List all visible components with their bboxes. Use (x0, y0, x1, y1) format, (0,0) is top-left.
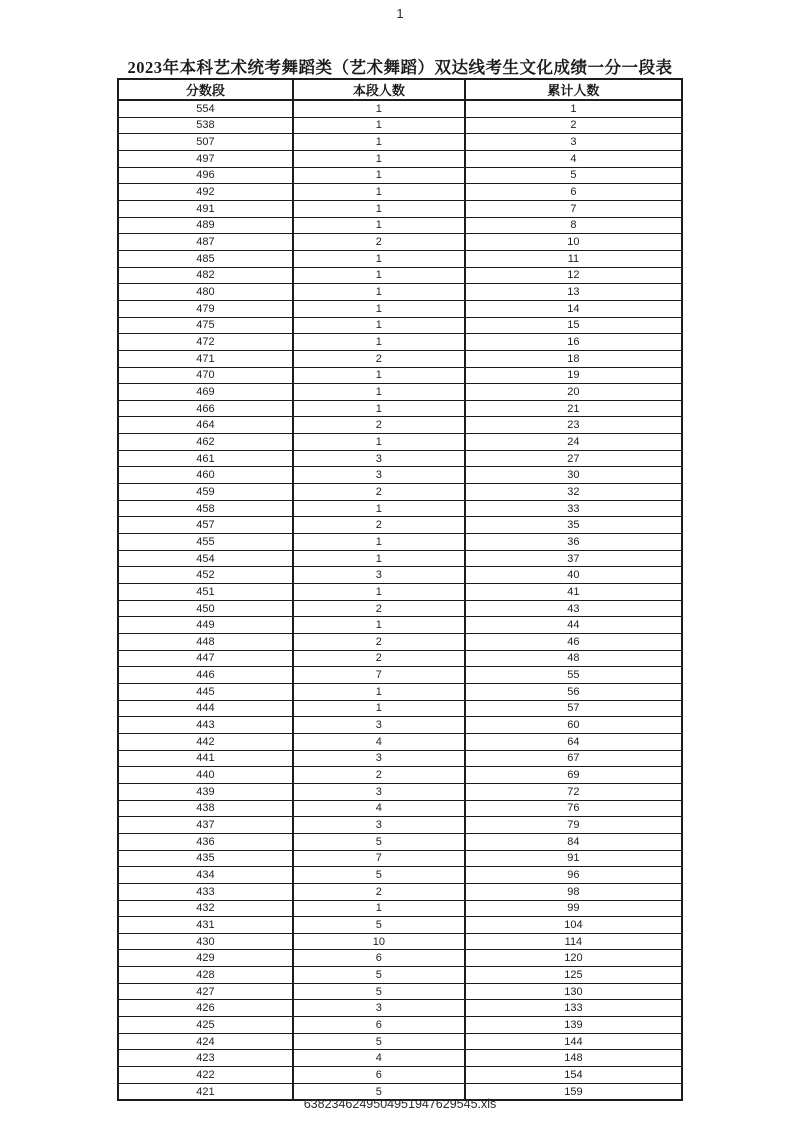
table-cell: 55 (465, 667, 682, 684)
score-table-body (118, 100, 682, 1100)
table-cell: 2 (293, 350, 465, 367)
table-cell: 120 (465, 950, 682, 967)
table-cell: 84 (465, 833, 682, 850)
table-cell: 1 (293, 100, 465, 117)
table-cell: 13 (465, 284, 682, 301)
table-cell: 421 (118, 1083, 293, 1100)
table-cell: 492 (118, 184, 293, 201)
table-cell: 435 (118, 850, 293, 867)
table-cell: 1 (293, 250, 465, 267)
table-cell: 2 (293, 883, 465, 900)
table-cell: 20 (465, 384, 682, 401)
table-cell: 19 (465, 367, 682, 384)
table-cell: 5 (293, 983, 465, 1000)
table-row (118, 100, 682, 117)
table-cell: 471 (118, 350, 293, 367)
table-row (118, 983, 682, 1000)
table-cell: 449 (118, 617, 293, 634)
table-cell: 8 (465, 217, 682, 234)
table-cell: 3 (293, 450, 465, 467)
table-row (118, 234, 682, 251)
table-cell: 424 (118, 1033, 293, 1050)
table-cell: 450 (118, 600, 293, 617)
table-row (118, 334, 682, 351)
table-row (118, 300, 682, 317)
table-cell: 443 (118, 717, 293, 734)
table-cell: 2 (293, 517, 465, 534)
table-row (118, 750, 682, 767)
table-cell: 461 (118, 450, 293, 467)
table-row (118, 184, 682, 201)
table-cell: 538 (118, 117, 293, 134)
table-cell: 67 (465, 750, 682, 767)
table-row (118, 200, 682, 217)
table-cell: 35 (465, 517, 682, 534)
table-row (118, 567, 682, 584)
table-cell: 1 (293, 284, 465, 301)
table-cell: 5 (465, 167, 682, 184)
table-cell: 1 (293, 617, 465, 634)
table-cell: 466 (118, 400, 293, 417)
table-cell: 444 (118, 700, 293, 717)
table-cell: 56 (465, 683, 682, 700)
table-cell: 24 (465, 434, 682, 451)
table-row (118, 550, 682, 567)
table-cell: 1 (465, 100, 682, 117)
table-row (118, 767, 682, 784)
table-cell: 554 (118, 100, 293, 117)
header-segment-count: 本段人数 (293, 79, 465, 100)
table-cell: 458 (118, 500, 293, 517)
table-row (118, 650, 682, 667)
table-row (118, 384, 682, 401)
table-cell: 462 (118, 434, 293, 451)
table-cell: 7 (293, 850, 465, 867)
table-cell: 1 (293, 150, 465, 167)
table-cell: 479 (118, 300, 293, 317)
table-cell: 455 (118, 534, 293, 551)
table-row (118, 467, 682, 484)
table-cell: 99 (465, 900, 682, 917)
table-cell: 40 (465, 567, 682, 584)
table-cell: 3 (293, 783, 465, 800)
table-cell: 3 (465, 134, 682, 151)
table-cell: 1 (293, 367, 465, 384)
table-cell: 459 (118, 484, 293, 501)
table-cell: 491 (118, 200, 293, 217)
table-cell: 1 (293, 434, 465, 451)
table-row (118, 900, 682, 917)
table-row (118, 634, 682, 651)
table-row (118, 667, 682, 684)
table-row (118, 1017, 682, 1034)
table-cell: 96 (465, 867, 682, 884)
table-cell: 98 (465, 883, 682, 900)
table-row (118, 367, 682, 384)
table-cell: 1 (293, 200, 465, 217)
table-row (118, 717, 682, 734)
table-cell: 439 (118, 783, 293, 800)
table-cell: 10 (293, 933, 465, 950)
table-cell: 5 (293, 833, 465, 850)
table-cell: 436 (118, 833, 293, 850)
table-row (118, 817, 682, 834)
table-row (118, 400, 682, 417)
table-row (118, 967, 682, 984)
table-row (118, 584, 682, 601)
table-cell: 114 (465, 933, 682, 950)
table-cell: 1 (293, 534, 465, 551)
table-row (118, 500, 682, 517)
table-cell: 429 (118, 950, 293, 967)
table-cell: 5 (293, 1083, 465, 1100)
table-row (118, 700, 682, 717)
table-cell: 5 (293, 1033, 465, 1050)
table-cell: 446 (118, 667, 293, 684)
table-cell: 448 (118, 634, 293, 651)
page-number: 1 (396, 6, 404, 21)
table-cell: 433 (118, 883, 293, 900)
table-cell: 1 (293, 550, 465, 567)
table-cell: 1 (293, 184, 465, 201)
table-cell: 130 (465, 983, 682, 1000)
table-cell: 440 (118, 767, 293, 784)
score-distribution-table (117, 78, 683, 1101)
table-cell: 7 (293, 667, 465, 684)
table-cell: 431 (118, 917, 293, 934)
table-cell: 57 (465, 700, 682, 717)
table-cell: 3 (293, 717, 465, 734)
table-cell: 423 (118, 1050, 293, 1067)
table-cell: 10 (465, 234, 682, 251)
table-cell: 454 (118, 550, 293, 567)
table-cell: 14 (465, 300, 682, 317)
table-cell: 438 (118, 800, 293, 817)
table-row (118, 617, 682, 634)
table-cell: 445 (118, 683, 293, 700)
table-cell: 3 (293, 817, 465, 834)
table-cell: 457 (118, 517, 293, 534)
table-row (118, 484, 682, 501)
table-cell: 7 (465, 200, 682, 217)
table-row (118, 833, 682, 850)
table-cell: 442 (118, 733, 293, 750)
table-row (118, 417, 682, 434)
table-cell: 426 (118, 1000, 293, 1017)
table-cell: 427 (118, 983, 293, 1000)
table-row (118, 284, 682, 301)
table-row (118, 850, 682, 867)
table-row (118, 1067, 682, 1084)
table-cell: 1 (293, 217, 465, 234)
table-cell: 6 (293, 950, 465, 967)
table-cell: 2 (293, 484, 465, 501)
table-cell: 133 (465, 1000, 682, 1017)
table-row (118, 350, 682, 367)
table-cell: 144 (465, 1033, 682, 1050)
table-cell: 72 (465, 783, 682, 800)
table-cell: 1 (293, 334, 465, 351)
table-cell: 475 (118, 317, 293, 334)
table-row (118, 883, 682, 900)
table-cell: 1 (293, 400, 465, 417)
table-cell: 27 (465, 450, 682, 467)
table-cell: 43 (465, 600, 682, 617)
table-row (118, 534, 682, 551)
table-cell: 441 (118, 750, 293, 767)
table-row (118, 867, 682, 884)
table-cell: 1 (293, 117, 465, 134)
table-cell: 497 (118, 150, 293, 167)
table-cell: 139 (465, 1017, 682, 1034)
table-row (118, 167, 682, 184)
table-row (118, 434, 682, 451)
table-cell: 487 (118, 234, 293, 251)
table-cell: 69 (465, 767, 682, 784)
table-cell: 46 (465, 634, 682, 651)
table-row (118, 250, 682, 267)
table-cell: 1 (293, 317, 465, 334)
table-cell: 472 (118, 334, 293, 351)
header-cumulative-count: 累计人数 (465, 79, 682, 100)
table-row (118, 933, 682, 950)
table-cell: 148 (465, 1050, 682, 1067)
table-cell: 6 (465, 184, 682, 201)
table-title: 2023年本科艺术统考舞蹈类（艺术舞蹈）双达线考生文化成绩一分一段表 (127, 58, 673, 77)
table-row (118, 317, 682, 334)
header-score-segment: 分数段 (118, 79, 293, 100)
table-cell: 1 (293, 384, 465, 401)
table-cell: 154 (465, 1067, 682, 1084)
table-cell: 15 (465, 317, 682, 334)
table-cell: 6 (293, 1067, 465, 1084)
table-row (118, 950, 682, 967)
table-row (118, 217, 682, 234)
table-cell: 2 (293, 234, 465, 251)
footer-filename: 6382346249504951947629545.xls (303, 1097, 497, 1111)
table-cell: 428 (118, 967, 293, 984)
table-cell: 2 (293, 600, 465, 617)
table-cell: 434 (118, 867, 293, 884)
table-cell: 4 (293, 733, 465, 750)
table-cell: 3 (293, 750, 465, 767)
table-cell: 32 (465, 484, 682, 501)
table-cell: 3 (293, 1000, 465, 1017)
table-cell: 1 (293, 683, 465, 700)
table-cell: 451 (118, 584, 293, 601)
table-cell: 159 (465, 1083, 682, 1100)
table-cell: 507 (118, 134, 293, 151)
table-cell: 48 (465, 650, 682, 667)
table-cell: 1 (293, 900, 465, 917)
table-cell: 4 (293, 1050, 465, 1067)
table-cell: 30 (465, 467, 682, 484)
table-cell: 485 (118, 250, 293, 267)
table-cell: 16 (465, 334, 682, 351)
table-cell: 11 (465, 250, 682, 267)
table-cell: 125 (465, 967, 682, 984)
table-cell: 12 (465, 267, 682, 284)
table-cell: 2 (293, 767, 465, 784)
table-cell: 482 (118, 267, 293, 284)
table-cell: 5 (293, 967, 465, 984)
table-cell: 470 (118, 367, 293, 384)
table-row (118, 783, 682, 800)
table-cell: 422 (118, 1067, 293, 1084)
table-cell: 1 (293, 167, 465, 184)
table-cell: 36 (465, 534, 682, 551)
table-cell: 23 (465, 417, 682, 434)
table-cell: 91 (465, 850, 682, 867)
table-row (118, 600, 682, 617)
table-cell: 469 (118, 384, 293, 401)
table-row (118, 1000, 682, 1017)
table-cell: 2 (293, 417, 465, 434)
table-row (118, 733, 682, 750)
table-cell: 447 (118, 650, 293, 667)
table-row (118, 1050, 682, 1067)
table-cell: 104 (465, 917, 682, 934)
table-cell: 21 (465, 400, 682, 417)
table-cell: 460 (118, 467, 293, 484)
table-cell: 464 (118, 417, 293, 434)
table-cell: 452 (118, 567, 293, 584)
table-cell: 3 (293, 567, 465, 584)
table-cell: 1 (293, 700, 465, 717)
table-cell: 1 (293, 134, 465, 151)
table-cell: 3 (293, 467, 465, 484)
table-row (118, 1033, 682, 1050)
table-row (118, 683, 682, 700)
table-cell: 496 (118, 167, 293, 184)
table-cell: 2 (293, 634, 465, 651)
table-cell: 489 (118, 217, 293, 234)
table-cell: 5 (293, 917, 465, 934)
table-row (118, 800, 682, 817)
table-cell: 18 (465, 350, 682, 367)
table-cell: 60 (465, 717, 682, 734)
table-cell: 64 (465, 733, 682, 750)
table-row (118, 517, 682, 534)
table-cell: 44 (465, 617, 682, 634)
table-row (118, 450, 682, 467)
table-cell: 437 (118, 817, 293, 834)
table-cell: 4 (465, 150, 682, 167)
table-cell: 2 (293, 650, 465, 667)
table-cell: 4 (293, 800, 465, 817)
table-cell: 1 (293, 267, 465, 284)
table-row (118, 150, 682, 167)
table-cell: 76 (465, 800, 682, 817)
table-row (118, 134, 682, 151)
table-cell: 33 (465, 500, 682, 517)
table-cell: 1 (293, 300, 465, 317)
table-cell: 41 (465, 584, 682, 601)
table-cell: 5 (293, 867, 465, 884)
table-row (118, 117, 682, 134)
table-row (118, 917, 682, 934)
table-cell: 79 (465, 817, 682, 834)
table-cell: 1 (293, 584, 465, 601)
table-cell: 37 (465, 550, 682, 567)
table-cell: 1 (293, 500, 465, 517)
table-cell: 6 (293, 1017, 465, 1034)
table-row (118, 267, 682, 284)
table-cell: 2 (465, 117, 682, 134)
header-row (118, 79, 682, 100)
table-cell: 425 (118, 1017, 293, 1034)
table-cell: 480 (118, 284, 293, 301)
table-cell: 430 (118, 933, 293, 950)
table-cell: 432 (118, 900, 293, 917)
